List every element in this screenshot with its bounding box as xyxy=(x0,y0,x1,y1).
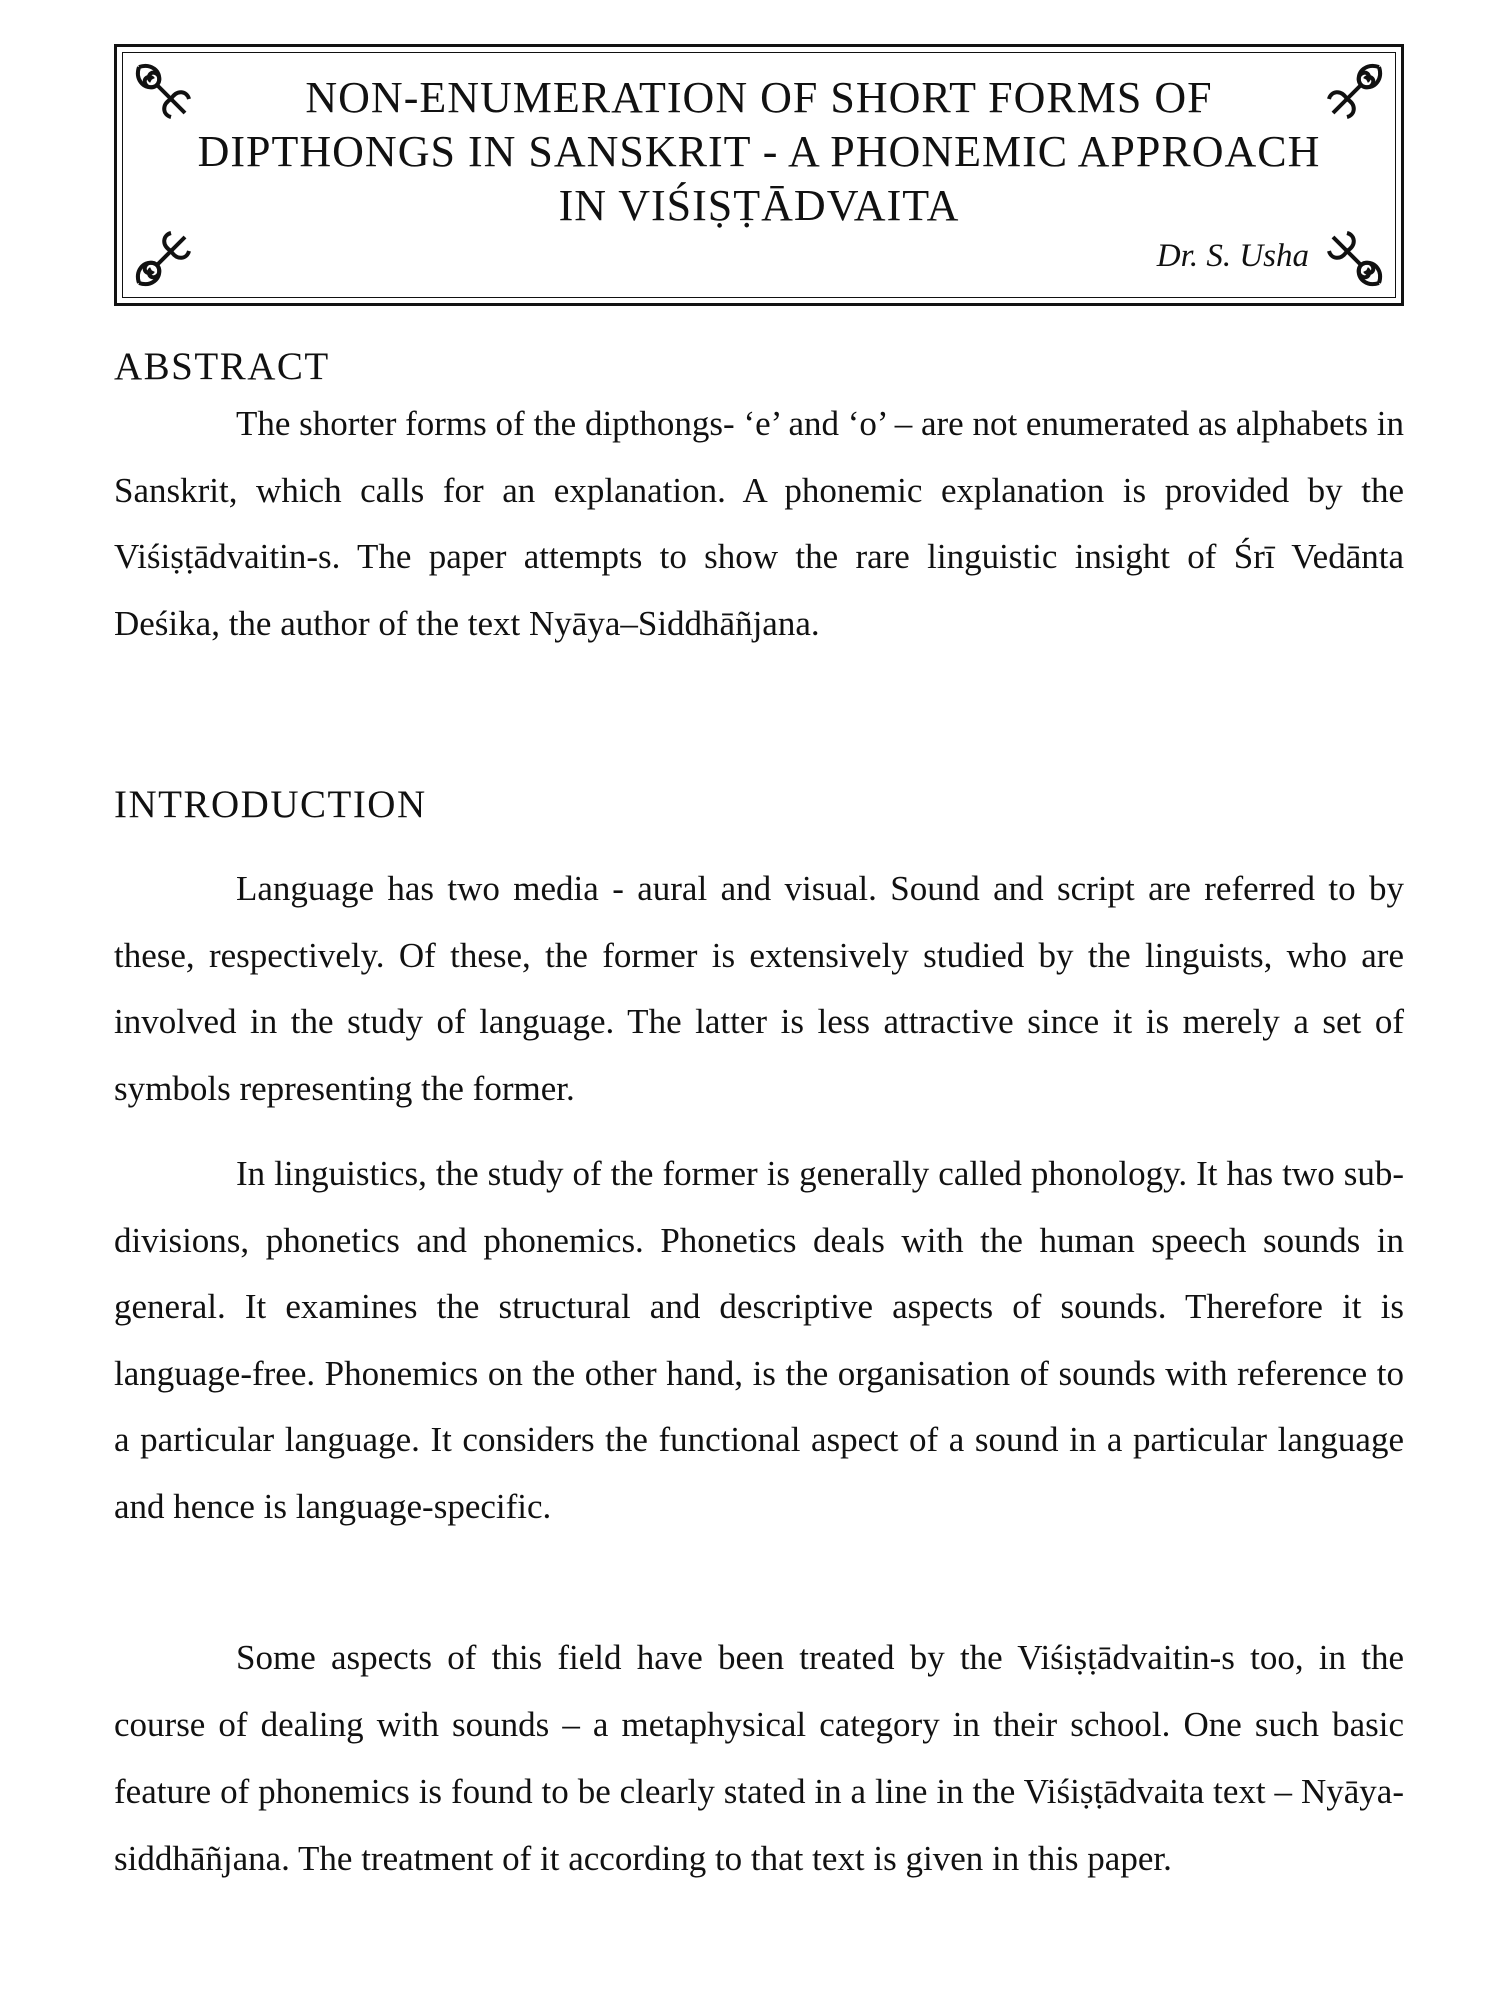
abstract-paragraph: The shorter forms of the dipthongs- ‘e’ and ‘o’ – are not enumerated as alphabets in Sanskrit, which calls for an explanation. A phonemic explanation is provided by the Viśiṣṭādvaitin-s. The paper attempts to show the rare linguistic insight of Śrī Vedānta Deśika, the author of the text Nyāya–Siddhāñjana. xyxy=(114,404,1404,643)
title-line: NON-ENUMERATION OF SHORT FORMS OF xyxy=(305,73,1213,122)
intro-paragraph-1: Language has two media - aural and visual. Sound and script are referred to by these, respectively. Of these, the former is extensively studied by the linguists, who are involved in the study of language. The latter is less attractive since it is merely a set of symbols representing the former. xyxy=(114,869,1404,1108)
abstract-heading: ABSTRACT xyxy=(114,345,330,388)
author-name: Dr. S. Usha xyxy=(1156,238,1309,274)
title-box xyxy=(114,44,1404,306)
intro-paragraph-2: In linguistics, the study of the former is generally called phonology. It has two sub-divisions, phonetics and phonemics. Phonetics deals with the human speech sounds in general. It examines the structural and descriptive aspects of sounds. Therefore it is language-free. Phonemics on the other hand, is the organisation of sounds with reference to a particular language. It considers the functional aspect of a sound in a particular language and hence is language-specific. xyxy=(114,1154,1404,1526)
fleuron-ornament-icon xyxy=(131,227,195,291)
title-line: IN VIŚIṢṬĀDVAITA xyxy=(558,181,960,230)
intro-paragraph-3: Some aspects of this field have been treated by the Viśiṣṭādvaitin-s too, in the course of dealing with sounds – a metaphysical category in their school. One such basic feature of phonemics is found to be clearly stated in a line in the Viśiṣṭādvaita text – Nyāya-siddhāñjana. The treatment of it according to that text is given in this paper. xyxy=(114,1638,1404,1878)
fleuron-ornament-icon xyxy=(1323,227,1387,291)
title-line: DIPTHONGS IN SANSKRIT - A PHONEMIC APPROACH xyxy=(197,127,1321,176)
paper-title xyxy=(117,71,1401,233)
introduction-heading: INTRODUCTION xyxy=(114,783,427,826)
